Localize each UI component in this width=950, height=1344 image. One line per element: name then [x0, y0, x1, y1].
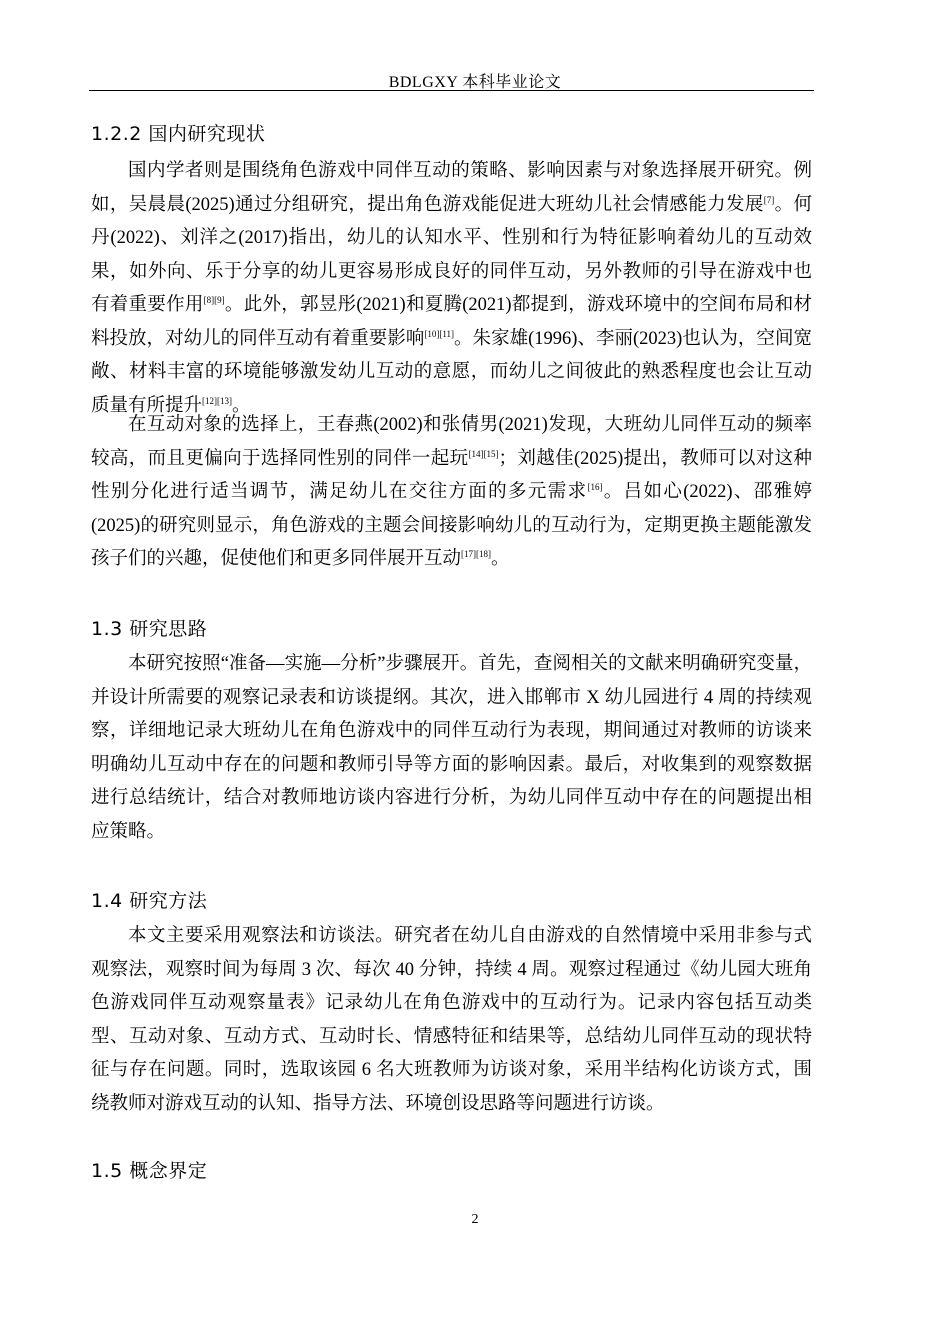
paragraph-text: 。朱家雄(1996)、李丽(2023)也认为，空间宽敞、材料丰富的环境能够激发幼儿互动的意愿，而幼儿之间彼此的熟悉程度也会让互动质量有所提升 — [91, 328, 812, 416]
citation: [14][15] — [468, 448, 499, 459]
section-heading-1-2-2: 1.2.2 国内研究现状 — [91, 123, 266, 145]
page-number: 2 — [471, 1212, 479, 1227]
paragraph-text: 。何丹(2022)、刘洋之(2017)指出，幼儿的认知水平、性别和行为特征影响着幼儿的互动效果，如外向、乐于分享的幼儿更容易形成良好的同伴互动，另外教师的引导在游戏中也有着重要作用 — [91, 194, 812, 315]
header-rule — [89, 90, 814, 91]
running-header: BDLGXY 本科毕业论文 — [388, 74, 562, 91]
section-heading-1-4: 1.4 研究方法 — [91, 890, 208, 912]
paragraph-research-approach: 本研究按照“准备—实施—分析”步骤展开。首先，查阅相关的文献来明确研究变量，并设计所需要的观察记录表和访谈提纲。其次，进入邯郸市 X 幼儿园进行 4 周的持续观察，详细地记录大班幼儿在角色游戏中的同伴互动行为表现，期间通过对教师的访谈来明确幼儿互动中存在的问题和教师引导等方面的影响因素。最后，对收集到的观察数据进行总结统计，结合对教师地访谈内容进行分析，为幼儿同伴互动中存在的问题提出相应策略。 — [91, 654, 812, 842]
citation: [12][13] — [202, 395, 233, 406]
paragraph-text: 国内学者则是围绕角色游戏中同伴互动的策略、影响因素与对象选择展开研究。例如，吴晨晨(2025)通过分组研究，提出角色游戏能促进大班幼儿社会情感能力发展 — [91, 161, 812, 215]
citation: [17][18] — [461, 549, 492, 559]
citation: [10][11] — [424, 328, 455, 339]
paragraph-text: ；刘越佳(2025)提出，教师可以对这种性别分化进行适当调节，满足幼儿在交往方面的多元需求 — [91, 448, 812, 502]
paragraph-research-methods: 本文主要采用观察法和访谈法。研究者在幼儿自由游戏的自然情境中采用非参与式观察法，观察时间为每周 3 次、每次 40 分钟，持续 4 周。观察过程通过《幼儿园大班角色游戏同伴互动观察量表》记录幼儿在角色游戏中的互动行为。记录内容包括互动类型、互动对象、互动方式、互动时长、情感特征和结果等，总结幼儿同伴互动的现状特征与存在问题。同时，选取该园 6 名大班教师为访谈对象，采用半结构化访谈方式，围绕教师对游戏互动的认知、指导方法、环境创设思路等问题进行访谈。 — [91, 926, 812, 1114]
citation: [16] — [587, 482, 603, 492]
citation: [8][9] — [203, 295, 225, 305]
paragraph-text: 。此外，郭昱彤(2021)和夏腾(2021)都提到，游戏环境中的空间布局和材料投放，对幼儿的同伴互动有着重要影响 — [91, 295, 812, 349]
citation: [7] — [763, 194, 775, 205]
paragraph-text: 。 — [491, 549, 510, 569]
paragraph-text: 在互动对象的选择上，王春燕(2002)和张倩男(2021)发现，大班幼儿同伴互动的频率较高，而且更偏向于选择同性别的同伴一起玩 — [91, 415, 812, 469]
paragraph-text: 。 — [232, 395, 251, 416]
section-heading-1-3: 1.3 研究思路 — [91, 618, 208, 640]
paragraph-text: 。吕如心(2022)、邵雅婷(2025)的研究则显示，角色游戏的主题会间接影响幼儿的互动行为，定期更换主题能激发孩子们的兴趣，促使他们和更多同伴展开互动 — [91, 482, 812, 569]
section-heading-1-5: 1.5 概念界定 — [91, 1160, 208, 1182]
paragraph-domestic-research-2 — [91, 409, 812, 577]
paragraph-domestic-research-1 — [91, 155, 812, 423]
